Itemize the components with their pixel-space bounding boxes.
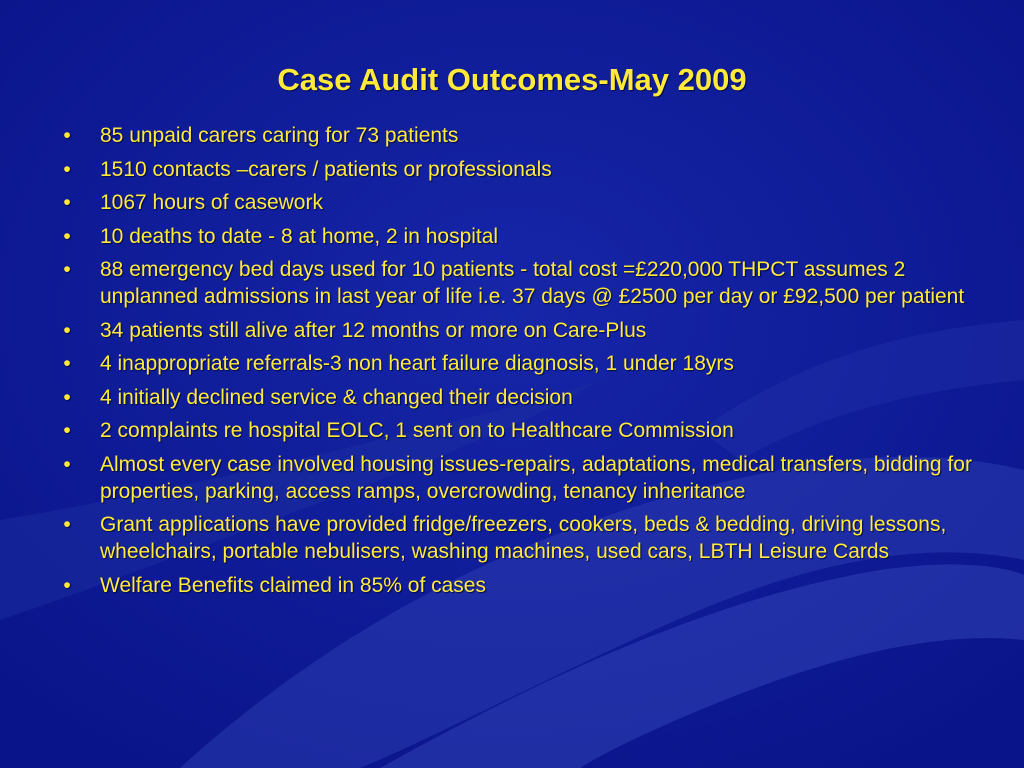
- bullet-text: 10 deaths to date - 8 at home, 2 in hospital: [100, 224, 499, 248]
- list-item: [60, 156, 980, 183]
- bullet-text: 1510 contacts –carers / patients or professionals: [100, 157, 552, 181]
- bullet-text: 4 inappropriate referrals-3 non heart failure diagnosis, 1 under 18yrs: [100, 352, 734, 375]
- bullet-icon: •: [63, 352, 71, 375]
- bullet-icon: •: [63, 191, 71, 214]
- list-item: [60, 256, 980, 310]
- bullet-icon: •: [63, 157, 71, 181]
- bullet-text: 34 patients still alive after 12 months or more on Care-Plus: [100, 318, 647, 342]
- list-item: [60, 317, 980, 344]
- list-item: [60, 451, 980, 505]
- list-item: [60, 511, 980, 565]
- bullet-text: 2 complaints re hospital EOLC, 1 sent on to Healthcare Commission: [100, 419, 734, 442]
- bullet-icon: •: [63, 224, 71, 248]
- bullet-text: Almost every case involved housing issues-repairs, adaptations, medical transfers, bidding for properties, parking, access ramps, overcrowding, tenancy inheritance: [100, 452, 972, 503]
- bullet-text: Welfare Benefits claimed in 85% of cases: [100, 573, 486, 597]
- bullet-icon: •: [63, 513, 71, 536]
- bullet-icon: •: [63, 124, 71, 147]
- list-item: [60, 417, 980, 444]
- bullet-text: 85 unpaid carers caring for 73 patients: [100, 124, 459, 147]
- bullet-icon: •: [63, 385, 71, 409]
- list-item: [60, 384, 980, 411]
- bullet-text: 4 initially declined service & changed their decision: [100, 385, 573, 409]
- list-item: [60, 122, 980, 149]
- bullet-list: [60, 122, 980, 605]
- list-item: [60, 350, 980, 377]
- bullet-text: Grant applications have provided fridge/freezers, cookers, beds & bedding, driving lessons, wheelchairs, portable nebulisers, washing machines, used cars, LBTH Leisure Cards: [100, 513, 947, 563]
- list-item: [60, 189, 980, 216]
- bullet-icon: •: [63, 573, 71, 597]
- bullet-icon: •: [63, 318, 71, 342]
- list-item: [60, 572, 980, 599]
- bullet-text: 88 emergency bed days used for 10 patients - total cost =£220,000 THPCT assumes 2 unplanned admissions in last year of life i.e. 37 days @ £2500 per day or £92,500 per patient: [100, 258, 965, 308]
- slide-title: Case Audit Outcomes-May 2009: [277, 62, 747, 97]
- bullet-icon: •: [63, 452, 71, 476]
- list-item: [60, 223, 980, 250]
- bullet-icon: •: [63, 258, 71, 281]
- bullet-text: 1067 hours of casework: [100, 191, 323, 214]
- bullet-icon: •: [63, 419, 71, 442]
